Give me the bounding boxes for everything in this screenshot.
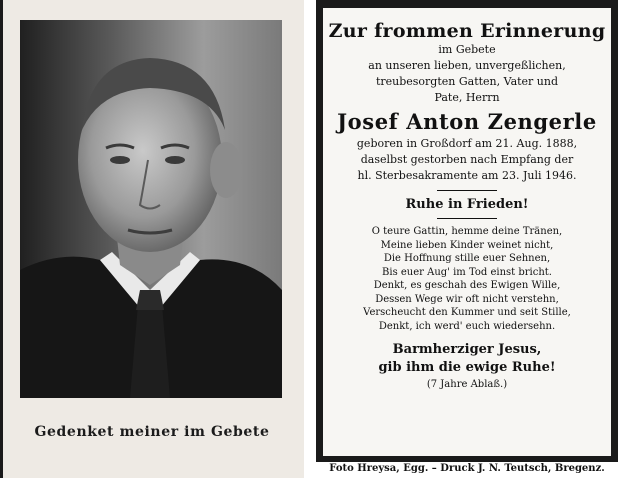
- poem-line: Denkt, ich werd' euch wiedersehn.: [378, 320, 556, 332]
- memorial-card-front: [0, 0, 304, 478]
- poem-line: Dessen Wege wir oft nicht verstehn,: [375, 293, 559, 305]
- poem-line: Meine lieben Kinder weinet nicht,: [380, 239, 554, 251]
- caption: Gedenket meiner im Gebete: [34, 424, 270, 440]
- heading: Zur frommen Erinnerung: [328, 20, 606, 42]
- card-inner-panel: [323, 8, 611, 456]
- portrait-photo: [20, 20, 282, 398]
- poem-line: Verscheucht den Kummer und seit Stille,: [363, 307, 571, 318]
- closing-line: gib ihm die ewige Ruhe!: [378, 360, 556, 375]
- intro-line: Pate, Herrn: [434, 91, 500, 104]
- bio-line: geboren in Großdorf am 21. Aug. 1888,: [356, 137, 578, 150]
- printer-credit: Foto Hreysa, Egg. – Druck J. N. Teutsch, Bregenz.: [316, 462, 618, 478]
- indulgence-note: (7 Jahre Ablaß.): [426, 379, 508, 390]
- intro-line: treubesorgten Gatten, Vater und: [375, 75, 559, 88]
- card-gap: [304, 0, 316, 478]
- portrait-illustration: [20, 20, 282, 398]
- poem-line: Denkt, es geschah des Ewigen Wille,: [373, 280, 561, 291]
- bio-line: hl. Sterbesakramente am 23. Juli 1946.: [357, 169, 577, 182]
- divider: [437, 190, 497, 191]
- memorial-card-back: [316, 0, 618, 478]
- poem-line: Die Hoffnung stille euer Sehnen,: [383, 253, 551, 264]
- intro-line: im Gebete: [438, 43, 496, 56]
- deceased-name: Josef Anton Zengerle: [337, 109, 597, 134]
- closing-line: Barmherziger Jesus,: [392, 342, 542, 357]
- rest-in-peace: Ruhe in Frieden!: [405, 197, 529, 212]
- intro-line: an unseren lieben, unvergeßlichen,: [368, 59, 566, 72]
- poem-line: O teure Gattin, hemme deine Tränen,: [371, 226, 563, 237]
- bio-line: daselbst gestorben nach Empfang der: [360, 153, 574, 166]
- poem-line: Bis euer Aug' im Tod einst bricht.: [382, 266, 552, 278]
- memorial-text: [323, 8, 611, 390]
- divider: [437, 218, 497, 219]
